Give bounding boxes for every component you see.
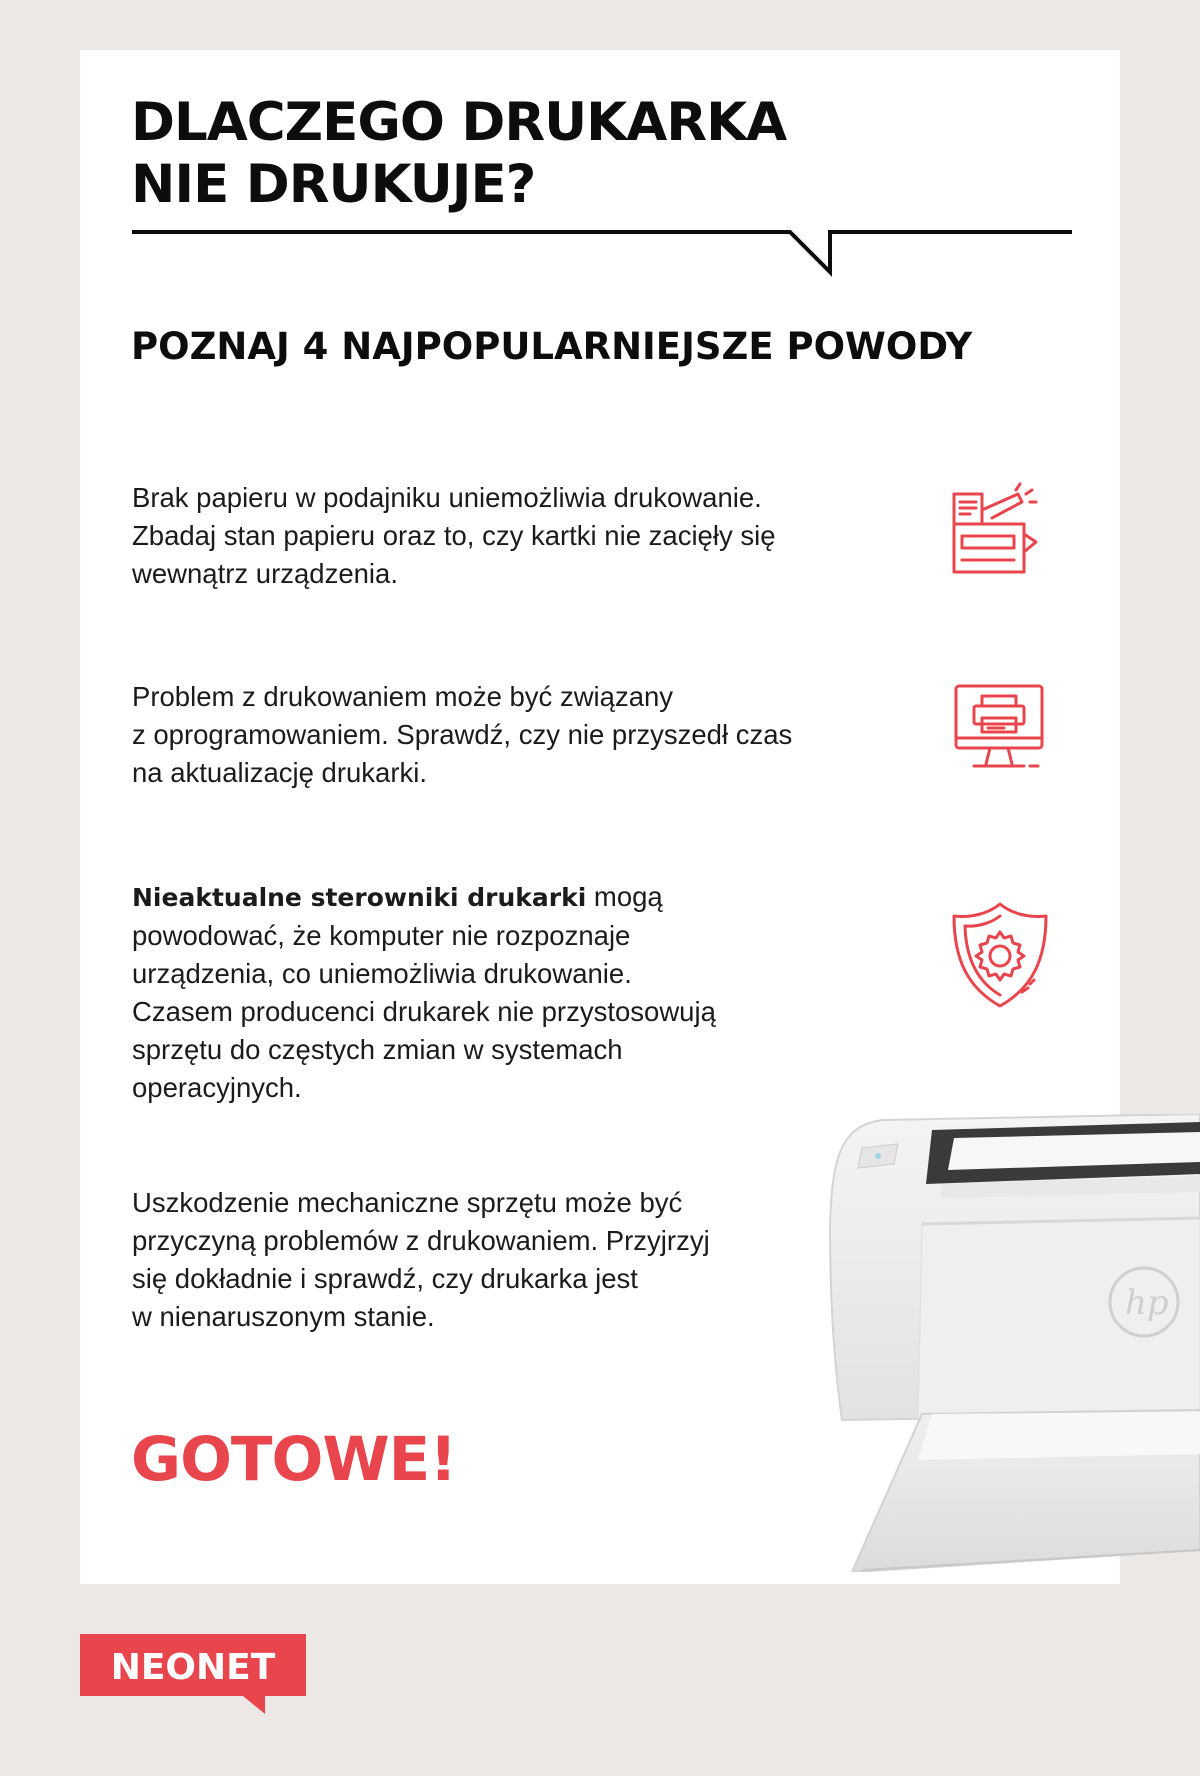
title-line-2: NIE DRUKUJE? [131, 154, 536, 215]
cta-text: GOTOWE! [131, 1424, 457, 1495]
reason-line: Uszkodzenie mechaniczne sprzętu może być [132, 1187, 683, 1218]
monitor-printer-icon [952, 682, 1048, 774]
reason-line: sprzętu do częstych zmian w systemach [132, 1034, 623, 1065]
reason-mechanical [132, 1184, 710, 1336]
printer-image [822, 1114, 1200, 1572]
reason-line: urządzenia, co uniemożliwia drukowanie. [132, 958, 632, 989]
reason-line: Problem z drukowaniem może być związany [132, 681, 674, 712]
reason-line-first [132, 878, 716, 917]
neonet-logo [80, 1634, 306, 1714]
reason-line: Zbadaj stan papieru oraz to, czy kartki nie zacięły się [132, 520, 776, 551]
logo-text: NEONET [110, 1647, 276, 1688]
reason-line: Brak papieru w podajniku uniemożliwia drukowanie. [132, 482, 762, 513]
title-line-1: DLACZEGO DRUKARKA [131, 92, 787, 153]
reason-software [132, 678, 792, 792]
reason-drivers [132, 878, 716, 1107]
reason-line: mogą [586, 881, 663, 912]
printer-copier-icon [950, 480, 1050, 580]
reason-bold-text: Nieaktualne sterowniki drukarki [132, 883, 587, 912]
reason-line: wewnątrz urządzenia. [132, 558, 398, 589]
section-subtitle: POZNAJ 4 NAJPOPULARNIEJSZE POWODY [131, 325, 973, 368]
reason-line: z oprogramowaniem. Sprawdź, czy nie przyszedł czas [132, 719, 793, 750]
reason-line: operacyjnych. [132, 1072, 302, 1103]
shield-gear-icon [948, 900, 1052, 1010]
reason-paper [132, 479, 776, 593]
reason-line: przyczyną problemów z drukowaniem. Przyjrzyj [132, 1225, 710, 1256]
page-title [131, 92, 786, 216]
reason-line: powodować, że komputer nie rozpoznaje [132, 920, 631, 951]
reason-line: na aktualizację drukarki. [132, 757, 428, 788]
reason-line: się dokładnie i sprawdź, czy drukarka jest [132, 1263, 638, 1294]
speech-bubble-underline [132, 226, 1092, 278]
reason-line: w nienaruszonym stanie. [132, 1301, 435, 1332]
printer-brand-logo: hp [1125, 1283, 1169, 1323]
reason-line: Czasem producenci drukarek nie przystosowują [132, 996, 716, 1027]
